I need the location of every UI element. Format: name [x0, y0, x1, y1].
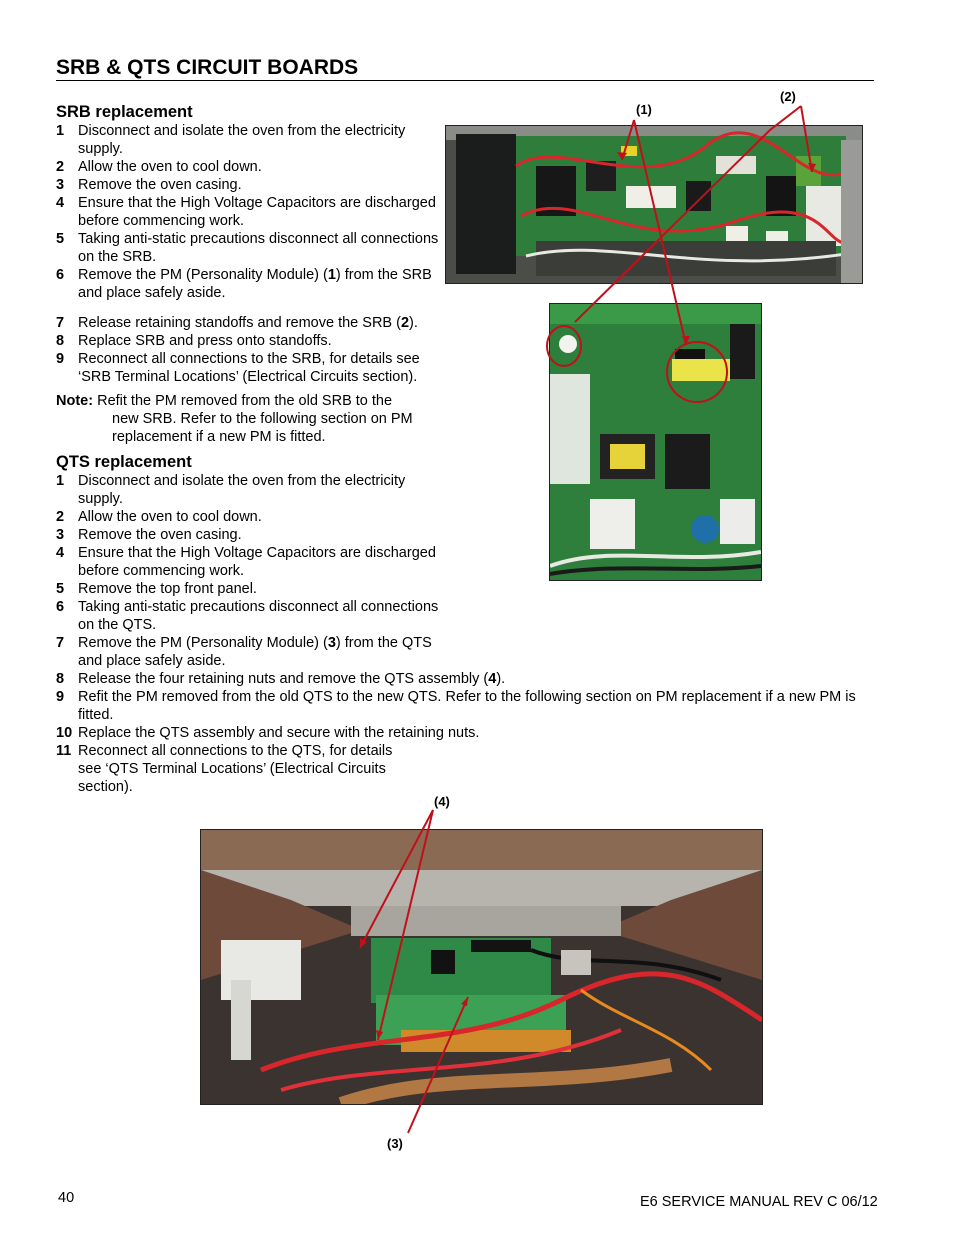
qts-step-1: 1 Disconnect and isolate the oven from the electricity supply. — [56, 473, 406, 507]
qts-step-9: 9 Refit the PM removed from the old QTS to the new QTS. Refer to the following section on PM replacement if a new PM is fitted. — [56, 689, 856, 723]
qts-assembly-illustration — [201, 830, 762, 1104]
srb-steps-list-2 — [56, 314, 451, 386]
srb-board-illustration — [446, 126, 862, 283]
qts-step-4: 4 Ensure that the High Voltage Capacitors are discharged before commencing work. — [56, 545, 436, 579]
qts-step-8: 8 Release the four retaining nuts and remove the QTS assembly (4). — [56, 671, 506, 687]
callout-2: (2) — [780, 89, 796, 104]
page-number: 40 — [58, 1190, 75, 1206]
srb-step-3: 3 Remove the oven casing. — [56, 177, 242, 193]
qts-step-5: 5 Remove the top front panel. — [56, 581, 257, 597]
srb-note: Note: Refit the PM removed from the old SRB to the new SRB. Refer to the following section on PM replacement if a new PM is fitted. — [56, 393, 413, 445]
srb-step-5: 5 Taking anti-static precautions disconnect all connections on the SRB. — [56, 231, 439, 265]
srb-steps-list — [56, 122, 441, 302]
qts-steps-list-2 — [56, 670, 874, 742]
srb-step-7: 7 Release retaining standoffs and remove the SRB (2). — [56, 315, 418, 331]
srb-step-4: 4 Ensure that the High Voltage Capacitors are discharged before commencing work. — [56, 195, 436, 229]
qts-step-7: 7 Remove the PM (Personality Module) (3) from the QTS and place safely aside. — [56, 635, 432, 669]
manual-revision: E6 SERVICE MANUAL REV C 06/12 — [640, 1194, 878, 1210]
qts-assembly-photo — [200, 829, 763, 1105]
qts-step-6: 6 Taking anti-static precautions disconnect all connections on the QTS. — [56, 599, 439, 633]
qts-steps-list — [56, 472, 441, 670]
qts-step-3: 3 Remove the oven casing. — [56, 527, 242, 543]
srb-step-6: 6 Remove the PM (Personality Module) (1) from the SRB and place safely aside. — [56, 267, 432, 301]
callout-4: (4) — [434, 794, 450, 809]
callout-3: (3) — [387, 1136, 403, 1151]
qts-step-10: 10 Replace the QTS assembly and secure with the retaining nuts. — [56, 725, 480, 741]
qts-step-2: 2 Allow the oven to cool down. — [56, 509, 262, 525]
qts-steps-list-3 — [56, 742, 456, 796]
srb-step-2: 2 Allow the oven to cool down. — [56, 159, 262, 175]
srb-closeup-illustration — [550, 304, 761, 580]
callout-1: (1) — [636, 102, 652, 117]
page-title: SRB & QTS CIRCUIT BOARDS — [56, 56, 874, 81]
qts-step-11: 11 Reconnect all connections to the QTS, for details see ‘QTS Terminal Locations’ (Electrical Circuits section). — [56, 743, 393, 795]
srb-step-8: 8 Replace SRB and press onto standoffs. — [56, 333, 332, 349]
srb-step-1: 1 Disconnect and isolate the oven from the electricity supply. — [56, 123, 406, 157]
srb-step-9: 9 Reconnect all connections to the SRB, for details see ‘SRB Terminal Locations’ (Electrical Circuits section). — [56, 351, 420, 385]
qts-heading: QTS replacement — [56, 453, 192, 471]
srb-heading: SRB replacement — [56, 103, 193, 121]
srb-board-photo — [445, 125, 863, 284]
srb-closeup-photo — [549, 303, 762, 581]
